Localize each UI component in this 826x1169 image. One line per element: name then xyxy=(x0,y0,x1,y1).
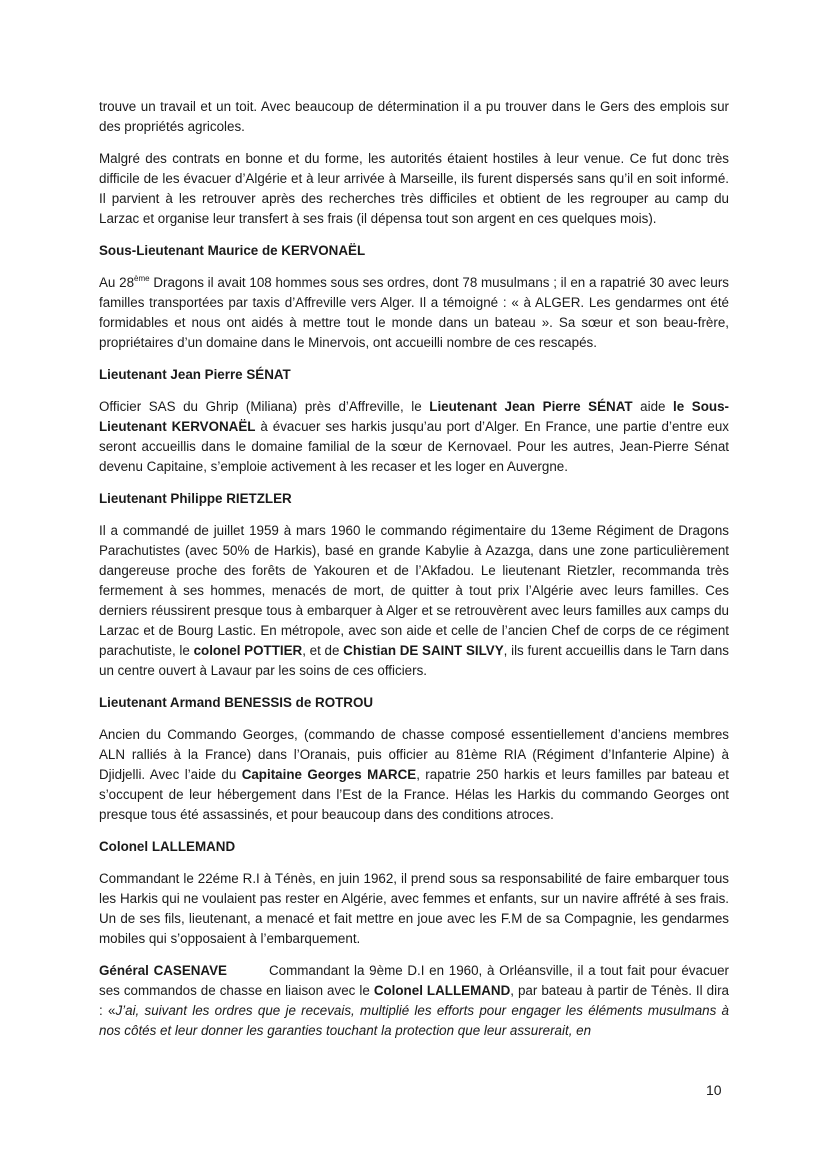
heading-senat: Lieutenant Jean Pierre SÉNAT xyxy=(99,367,291,382)
paragraph-intro: trouve un travail et un toit. Avec beaucoup de détermination il a pu trouver dans le Gers des emplois sur des propriétés agricoles. xyxy=(99,99,729,134)
paragraph-rotrou: Ancien du Commando Georges, (commando de chasse composé essentiellement d’anciens membres ALN ralliés à la France) dans l’Oranais, puis officier au 81ème RIA (Régiment d’Infanterie Alpine) à Djidjelli. Avec l’aide du Capitaine Georges MARCE, rapatrie 250 harkis et leurs familles par bateau et s’occupent de leur hébergement dans l’Est de la France. Hélas les Harkis du commando Georges ont presque tous été assassinés, et pour beaucoup dans des conditions atroces. xyxy=(99,727,730,822)
document-body xyxy=(99,97,729,1053)
paragraph-casenave: Général CASENAVE Commandant la 9ème D.I en 1960, à Orléansville, il a tout fait pour évacuer ses commandos de chasse en liaison avec le Colonel LALLEMAND, par bateau à partir de Ténès. Il dira : «J’ai, suivant les ordres que je recevais, multiplié les efforts pour engager les éléments musulmans à nos côtés et leur donner les garanties touchant la protection que leur assurerait, en xyxy=(99,963,730,1038)
paragraph-rietzler: Il a commandé de juillet 1959 à mars 1960 le commando régimentaire du 13eme Régiment de Dragons Parachutistes (avec 50% de Harkis), basé en grande Kabylie à Azazga, dans une zone particulièrement dangereuse proche des forêts de Yakouren et de l’Akfadou. Le lieutenant Rietzler, recommanda très fermement à ses hommes, menacés de mort, de quitter à tout prix l’Algérie avec leurs familles. Ces derniers réussirent presque tous à embarquer à Alger et se retrouvèrent avec leurs familles aux camps du Larzac et de Bourg Lastic. En métropole, avec son aide et celle de l’ancien Chef de corps de ce régiment parachutiste, le colonel POTTIER, et de Chistian DE SAINT SILVY, ils furent accueillis dans le Tarn dans un centre ouvert à Lavaur par les soins de ces officiers. xyxy=(99,523,729,678)
heading-lallemand: Colonel LALLEMAND xyxy=(99,839,236,854)
heading-kervonael: Sous-Lieutenant Maurice de KERVONAËL xyxy=(99,243,366,258)
heading-casenave: Général CASENAVE xyxy=(99,963,227,978)
paragraph-lallemand: Commandant le 22éme R.I à Ténès, en juin 1962, il prend sous sa responsabilité de faire embarquer tous les Harkis qui ne voulaient pas rester en Algérie, avec femmes et enfants, sur un navire affrété à ses frais. Un de ses fils, lieutenant, a menacé et fait mettre en joue avec les F.M de sa Compagnie, les gendarmes mobiles qui s’opposaient à l’embarquement. xyxy=(99,871,729,946)
paragraph-senat: Officier SAS du Ghrip (Miliana) près d’Affreville, le Lieutenant Jean Pierre SÉNAT aide le Sous-Lieutenant KERVONAËL à évacuer ses harkis jusqu’au port d’Alger. En France, une partie d’entre eux seront accueillis dans le domaine familial de la sœur de Kernovael. Pour les autres, Jean-Pierre Sénat devenu Capitaine, s’emploie activement à les recaser et les loger en Auvergne. xyxy=(99,399,729,474)
heading-rotrou: Lieutenant Armand BENESSIS de ROTROU xyxy=(99,695,374,710)
page-number: 10 xyxy=(706,1082,722,1098)
paragraph-kervonael: Au 28ème Dragons il avait 108 hommes sous ses ordres, dont 78 musulmans ; il en a rapatrié 30 avec leurs familles transportées par taxis d’Affreville vers Alger. Il a témoigné : « à ALGER. Les gendarmes ont été formidables et nous ont aidés à mettre tout le monde dans un bateau ». Sa sœur et son beau-frère, propriétaires d’un domaine dans le Minervois, ont accueilli nombre de ces rescapés. xyxy=(99,274,729,350)
heading-rietzler: Lieutenant Philippe RIETZLER xyxy=(99,491,292,506)
paragraph-malgre: Malgré des contrats en bonne et du forme, les autorités étaient hostiles à leur venue. Ce fut donc très difficile de les évacuer d’Algérie et à leur arrivée à Marseille, ils furent dispersés sans qu’il en soit informé. Il parvient à les retrouver après des recherches très difficiles et obtient de les regrouper au camp du Larzac et organise leur transfert à ses frais (il dépensa tout son argent en ces quelques mois). xyxy=(99,151,729,226)
